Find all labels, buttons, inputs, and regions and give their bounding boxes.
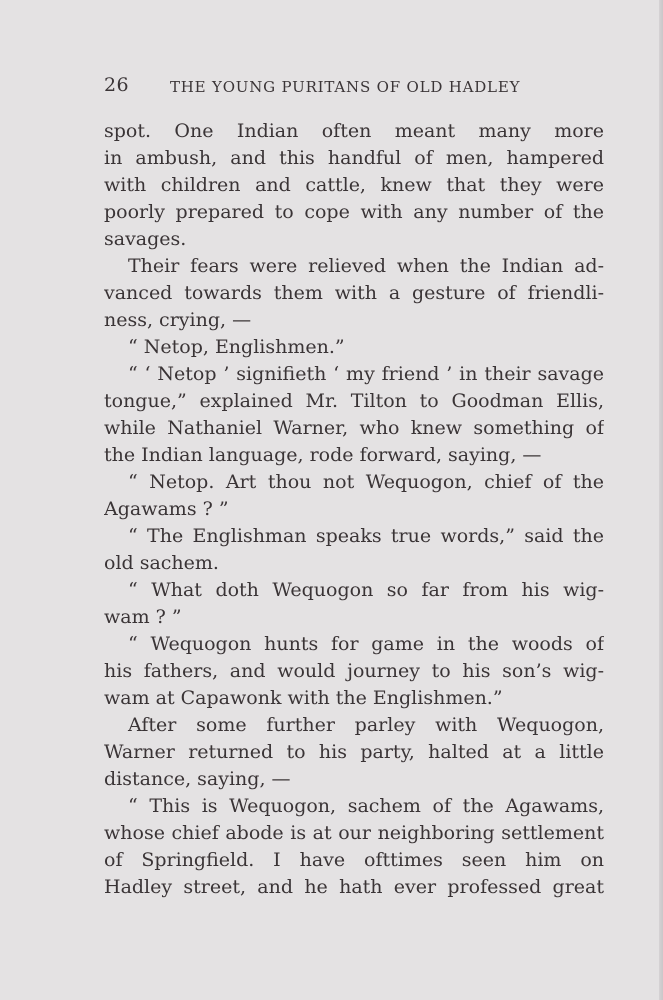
- text-line: “ ‘ Netop ’ signifieth ‘ my friend ’ in their savage: [128, 363, 604, 385]
- text-line: wam at Capawonk with the Englishmen.”: [104, 687, 503, 709]
- running-head: [104, 76, 604, 100]
- text-line: “ What doth Wequogon so far from his wig-: [128, 579, 604, 601]
- text-line: old sachem.: [104, 552, 219, 574]
- text-line: “ The Englishman speaks true words,” said the: [128, 525, 604, 547]
- text-line: whose chief abode is at our neighboring settlement: [104, 822, 604, 844]
- text-line: of Springfield. I have ofttimes seen him on: [104, 849, 604, 871]
- text-line: spot. One Indian often meant many more: [104, 120, 604, 142]
- text-line: with children and cattle, knew that they were: [104, 174, 604, 196]
- text-line: wam ? ”: [104, 606, 182, 628]
- running-title: THE YOUNG PURITANS OF OLD HADLEY: [170, 78, 521, 96]
- text-line: distance, saying, —: [104, 768, 291, 790]
- text-line: “ Netop. Art thou not Wequogon, chief of the: [128, 471, 604, 493]
- text-line: “ Wequogon hunts for game in the woods of: [128, 633, 604, 655]
- text-line: while Nathaniel Warner, who knew something of: [104, 417, 604, 439]
- text-line: “ Netop, Englishmen.”: [128, 336, 345, 358]
- text-line: savages.: [104, 228, 187, 250]
- text-line: Warner returned to his party, halted at a little: [104, 741, 604, 763]
- text-line: Hadley street, and he hath ever professed great: [104, 876, 604, 898]
- page-number: 26: [104, 74, 129, 96]
- body-text: [104, 118, 604, 901]
- text-line: Agawams ? ”: [104, 498, 229, 520]
- text-line: “ This is Wequogon, sachem of the Agawams,: [128, 795, 604, 817]
- text-line: tongue,” explained Mr. Tilton to Goodman Ellis,: [104, 390, 604, 412]
- text-line: After some further parley with Wequogon,: [128, 714, 604, 736]
- text-line: ness, crying, —: [104, 309, 252, 331]
- text-line: in ambush, and this handful of men, hampered: [104, 147, 604, 169]
- text-line: Their fears were relieved when the Indian ad-: [128, 255, 604, 277]
- text-line: his fathers, and would journey to his son’s wig-: [104, 660, 604, 682]
- text-line: the Indian language, rode forward, saying, —: [104, 444, 542, 466]
- text-line: vanced towards them with a gesture of friendli-: [104, 282, 604, 304]
- text-line: poorly prepared to cope with any number of the: [104, 201, 604, 223]
